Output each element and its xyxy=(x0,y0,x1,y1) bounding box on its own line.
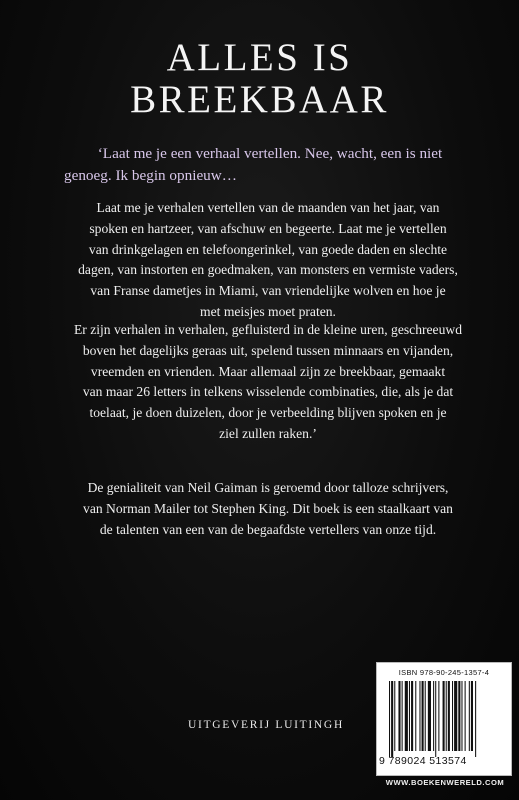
lead-line: genoeg. Ik begin opnieuw… xyxy=(64,166,237,184)
ean-number: 9 789024 513574 xyxy=(379,755,467,767)
paragraph-line: van Norman Mailer tot Stephen King. Dit boek is een staalkaart van xyxy=(83,500,453,516)
book-title-line-2: BREEKBAAR xyxy=(130,78,389,121)
paragraph-line: de talenten van een van de begaafdste vertellers van onze tijd. xyxy=(99,521,437,537)
paragraph-line: met meisjes moet praten. xyxy=(200,303,336,319)
paragraph-line: ziel zullen raken.’ xyxy=(219,425,317,441)
paragraph-line: dagen, van instorten en goedmaken, van monsters en vermiste vaders, xyxy=(78,262,458,278)
paragraph-line: Laat me je verhalen vertellen van de maanden van het jaar, van xyxy=(96,200,440,215)
paragraph-line: De genialiteit van Neil Gaiman is geroemd door talloze schrijvers, xyxy=(87,480,449,495)
publisher-name: UITGEVERIJ LUITINGH xyxy=(188,719,344,731)
barcode-label xyxy=(376,662,512,776)
paragraph-line: vreemden en vrienden. Maar allemaal zijn ze breekbaar, gemaakt xyxy=(90,363,446,379)
paragraph-line: toelaat, je doen duizelen, door je verbeelding blijven spoken en je xyxy=(89,405,447,421)
barcode-icon xyxy=(389,681,501,757)
lead-quote xyxy=(64,143,476,186)
blurb-paragraph-2 xyxy=(58,320,478,445)
isbn-text: ISBN 978-90-245-1357-4 xyxy=(398,668,490,677)
paragraph-line: van maar 26 letters in telkens wisselende combinaties, die, als je dat xyxy=(82,384,454,400)
paragraph-line: Er zijn verhalen in verhalen, gefluisterd in de kleine uren, geschreeuwd xyxy=(73,322,463,337)
website-url: WWW.BOEKENWERELD.COM xyxy=(385,778,505,787)
lead-line: ‘Laat me je een verhaal vertellen. Nee, wacht, een is niet xyxy=(97,145,443,162)
blurb-paragraph-3 xyxy=(58,478,478,540)
paragraph-line: van drinkgelagen en telefoongerinkel, van goede daden en slechte xyxy=(88,241,448,257)
paragraph-line: boven het dagelijks geraas uit, spelend tussen minnaars en vijanden, xyxy=(82,342,454,358)
book-title-line-1: ALLES IS xyxy=(166,36,353,79)
blurb-paragraph-1 xyxy=(58,198,478,323)
paragraph-line: van Franse dametjes in Miami, van vriendelijke wolven en hoe je xyxy=(90,283,446,299)
paragraph-line: spoken en hartzeer, van afschuw en begeerte. Laat me je vertellen xyxy=(89,220,447,236)
